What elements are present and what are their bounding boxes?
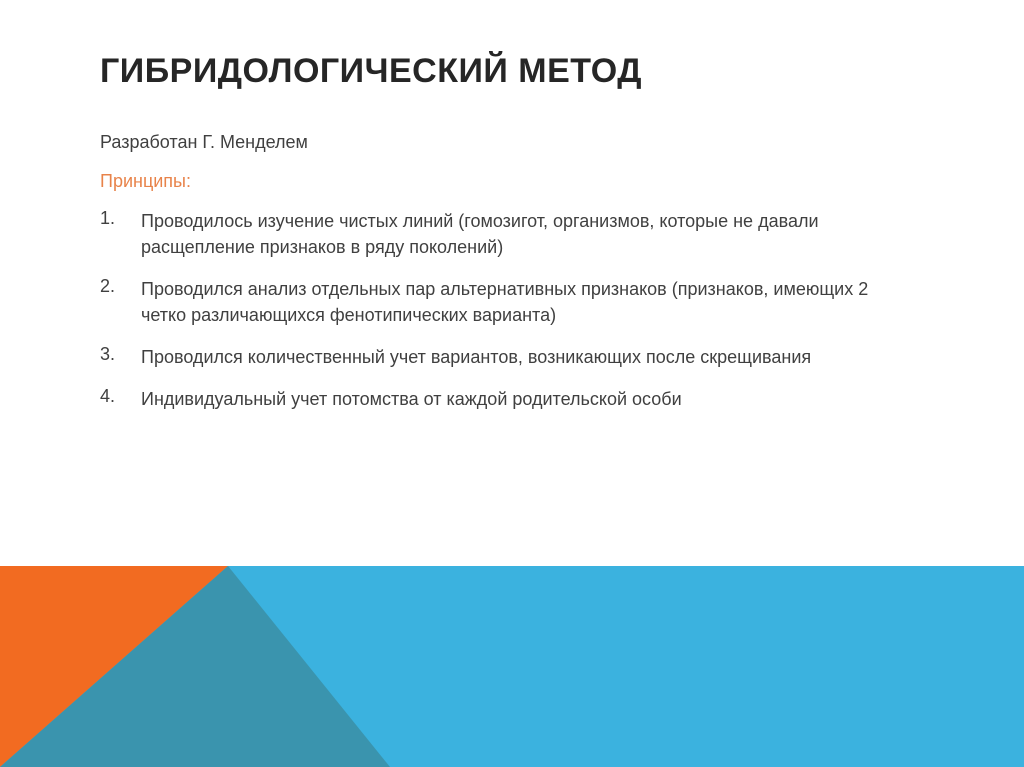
list-item-number: 2. bbox=[100, 276, 116, 296]
principles-heading: Принципы: bbox=[100, 171, 191, 191]
list-item-number: 1. bbox=[100, 208, 116, 228]
list-item bbox=[100, 208, 900, 260]
slide-subtitle: Разработан Г. Менделем bbox=[100, 132, 308, 152]
list-item-text: Индивидуальный учет потомства от каждой родительской особи bbox=[141, 389, 682, 409]
list-item-text: Проводился количественный учет вариантов, возникающих после скрещивания bbox=[141, 347, 812, 367]
list-item-text: Проводился анализ отдельных пар альтернативных признаков (признаков, имеющих 2 четко различающихся фенотипических варианта) bbox=[141, 279, 869, 325]
list-item bbox=[100, 386, 900, 412]
list-item-text: Проводилось изучение чистых линий (гомозигот, организмов, которые не давали расщепление признаков в ряду поколений) bbox=[141, 211, 819, 257]
list-item-number: 4. bbox=[100, 386, 116, 406]
principles-list bbox=[100, 208, 900, 428]
slide-title: ГИБРИДОЛОГИЧЕСКИЙ МЕТОД bbox=[100, 52, 642, 90]
list-item-number: 3. bbox=[100, 344, 116, 364]
list-item bbox=[100, 344, 900, 370]
decorative-footer-band bbox=[0, 566, 1024, 767]
list-item bbox=[100, 276, 900, 328]
